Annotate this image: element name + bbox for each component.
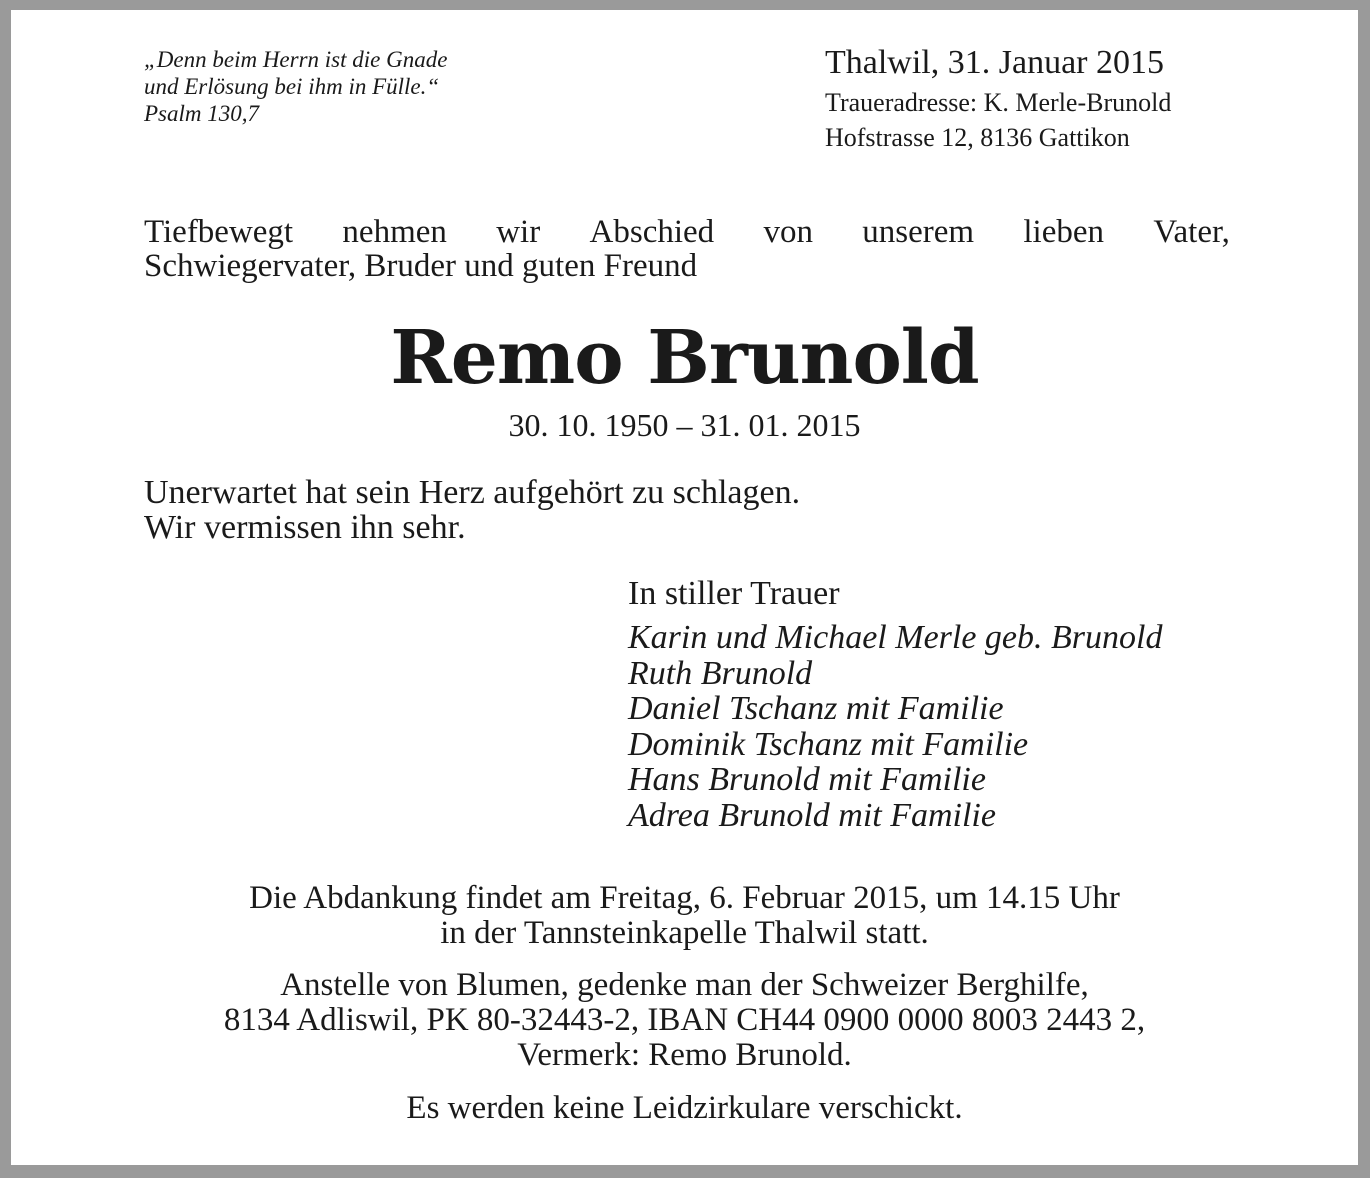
mourners-list bbox=[628, 620, 1162, 833]
donation-info bbox=[11, 968, 1358, 1073]
mourning-address-line-1: Traueradresse: K. Merle-Brunold bbox=[825, 88, 1172, 117]
intro-word: von bbox=[763, 214, 813, 250]
quote-line-2: und Erlösung bei ihm in Fülle.“ bbox=[144, 74, 440, 99]
mourner-name: Karin und Michael Merle geb. Brunold bbox=[628, 619, 1163, 656]
mourners-heading: In stiller Trauer bbox=[628, 575, 840, 612]
intro-text bbox=[144, 215, 1230, 283]
life-dates: 30. 10. 1950 – 31. 01. 2015 bbox=[508, 407, 861, 443]
bible-quote bbox=[144, 46, 447, 127]
intro-word: nehmen bbox=[342, 214, 447, 250]
intro-line-1 bbox=[144, 215, 1230, 249]
circular-notice: Es werden keine Leidzirkulare verschickt. bbox=[406, 1090, 963, 1126]
ceremony-line-1: Die Abdankung findet am Freitag, 6. Februar 2015, um 14.15 Uhr bbox=[249, 880, 1120, 916]
mourner-name: Ruth Brunold bbox=[628, 654, 813, 692]
intro-word: Tiefbewegt bbox=[144, 214, 294, 250]
message-line-1: Unerwartet hat sein Herz aufgehört zu schlagen. bbox=[144, 474, 801, 511]
mourner-name: Dominik Tschanz mit Familie bbox=[628, 725, 1029, 763]
deceased-name: Remo Brunold bbox=[390, 315, 979, 401]
donation-line-1: Anstelle von Blumen, gedenke man der Schweizer Berghilfe, bbox=[280, 967, 1089, 1003]
donation-line-2: 8134 Adliswil, PK 80-32443-2, IBAN CH44 0900 0000 8003 2443 2, bbox=[223, 1002, 1146, 1038]
quote-line-1: „Denn beim Herrn ist die Gnade bbox=[144, 47, 448, 72]
intro-line-2: Schwiegervater, Bruder und guten Freund bbox=[144, 248, 698, 284]
mourner-name: Adrea Brunold mit Familie bbox=[628, 796, 996, 834]
mourning-address-line-2: Hofstrasse 12, 8136 Gattikon bbox=[825, 123, 1130, 152]
ceremony-info bbox=[11, 881, 1358, 951]
quote-source: Psalm 130,7 bbox=[144, 101, 259, 126]
message bbox=[144, 475, 800, 545]
intro-word: lieben bbox=[1023, 214, 1105, 250]
intro-word: Abschied bbox=[589, 214, 715, 250]
intro-word: Vater, bbox=[1153, 214, 1230, 250]
obituary-card bbox=[11, 10, 1358, 1165]
ceremony-line-2: in der Tannsteinkapelle Thalwil statt. bbox=[440, 915, 929, 951]
intro-word: wir bbox=[496, 214, 541, 250]
donation-line-3: Vermerk: Remo Brunold. bbox=[517, 1037, 852, 1073]
place-date: Thalwil, 31. Januar 2015 bbox=[825, 44, 1164, 81]
mourner-name: Hans Brunold mit Familie bbox=[628, 761, 986, 798]
message-line-2: Wir vermissen ihn sehr. bbox=[144, 509, 466, 546]
mourner-name: Daniel Tschanz mit Familie bbox=[628, 690, 1004, 727]
intro-word: unserem bbox=[862, 214, 975, 250]
